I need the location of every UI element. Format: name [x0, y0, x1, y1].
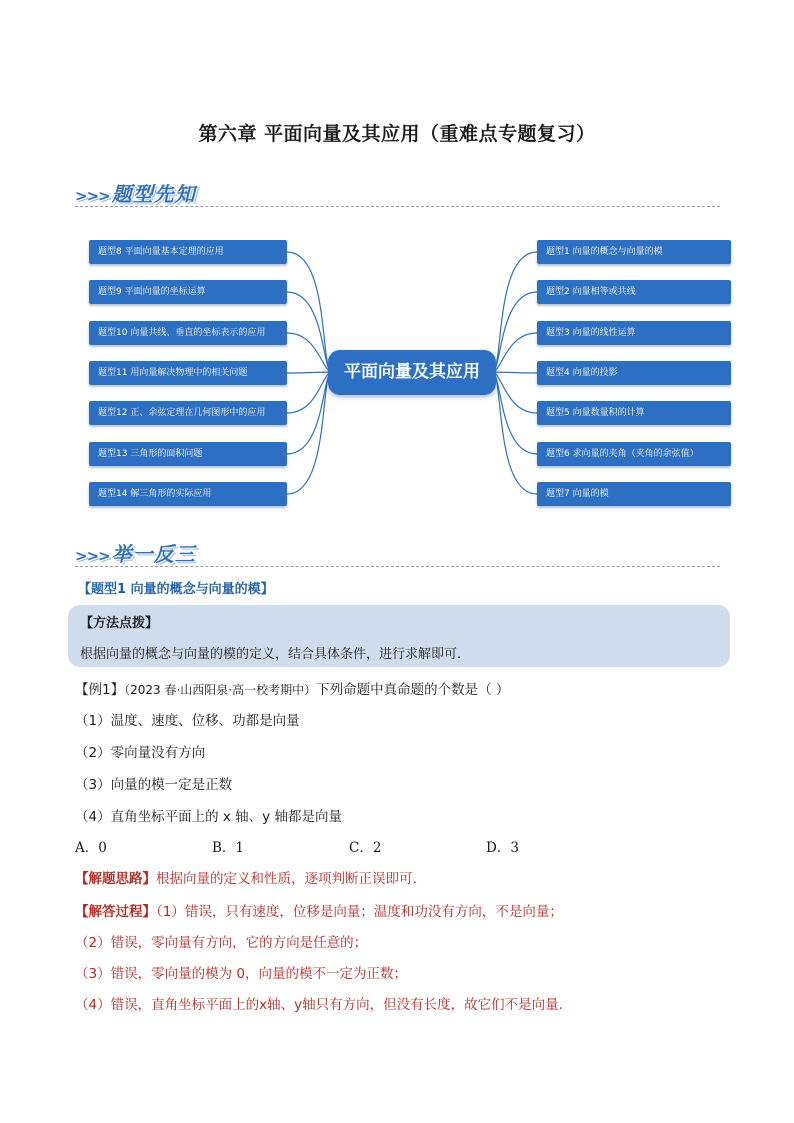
mindmap-node-type14: 题型14 解三角形的实际应用: [89, 482, 287, 506]
statement: （2）零向量没有方向: [75, 745, 206, 761]
option-c: C．2: [349, 840, 382, 856]
solution-line: （1）错误，只有速度，位移是向量；温度和功没有方向，不是向量；: [156, 904, 563, 920]
mindmap-node-type7: 题型7 向量的模: [537, 482, 731, 506]
solution-idea: [75, 867, 417, 887]
example-question-text: 下列命题中真命题的个数是（ ）: [316, 682, 510, 698]
statement: （1）温度、速度、位移、功都是向量: [75, 713, 300, 729]
divider: [75, 566, 720, 567]
divider: [75, 206, 720, 207]
example-label: 【例1】: [75, 682, 125, 698]
solution-line: （3）错误，零向量的模为 0，向量的模不一定为正数；: [75, 966, 407, 982]
section-heading: 【题型1 向量的概念与向量的模】: [78, 582, 274, 597]
mindmap-node-type12: 题型12 正、余弦定理在几何图形中的应用: [89, 401, 287, 425]
banner-practice: [75, 538, 196, 567]
banner-arrows: >>>: [75, 187, 110, 205]
option-a: A．0: [75, 840, 107, 856]
example-question: [75, 678, 509, 698]
statement: （3）向量的模一定是正数: [75, 777, 233, 793]
method-title: 【方法点拨】: [80, 616, 159, 631]
process-label: 【解答过程】: [75, 904, 156, 920]
mindmap-node-type4: 题型4 向量的投影: [537, 361, 731, 385]
example-source: （2023 春·山西阳泉·高一校考期中）: [124, 683, 317, 697]
banner-label: 举一反三: [111, 542, 196, 566]
solution-process: [75, 900, 563, 920]
mindmap-node-type10: 题型10 向量共线、垂直的坐标表示的应用: [89, 321, 287, 345]
mindmap-node-type11: 题型11 用向量解决物理中的相关问题: [89, 361, 287, 385]
mindmap-node-type3: 题型3 向量的线性运算: [537, 321, 731, 345]
mindmap-node-type5: 题型5 向量数量积的计算: [537, 401, 731, 425]
mindmap-node-type8: 题型8 平面向量基本定理的应用: [89, 240, 287, 264]
mindmap-node-type2: 题型2 向量相等或共线: [537, 280, 731, 304]
mindmap-node-type1: 题型1 向量的概念与向量的模: [537, 240, 731, 264]
idea-label: 【解题思路】: [75, 871, 156, 887]
banner-arrows: >>>: [75, 547, 110, 565]
mindmap-center: 平面向量及其应用: [328, 350, 496, 395]
mindmap-node-type13: 题型13 三角形的面积问题: [89, 442, 287, 466]
idea-text: 根据向量的定义和性质，逐项判断正误即可.: [156, 871, 417, 887]
solution-line: （2）错误，零向量有方向，它的方向是任意的；: [75, 935, 368, 951]
page-title: 第六章 平面向量及其应用（重难点专题复习）: [198, 123, 596, 145]
option-d: D．3: [486, 840, 519, 856]
method-box: [68, 605, 730, 667]
banner-question-types: [75, 178, 196, 207]
mindmap-node-type6: 题型6 求向量的夹角（夹角的余弦值）: [537, 442, 731, 466]
statement: （4）直角坐标平面上的 x 轴、y 轴都是向量: [75, 809, 342, 825]
option-b: B．1: [212, 840, 245, 856]
banner-label: 题型先知: [111, 182, 196, 206]
method-text: 根据向量的概念与向量的模的定义，结合具体条件，进行求解即可.: [80, 647, 462, 662]
mindmap-node-type9: 题型9 平面向量的坐标运算: [89, 280, 287, 304]
solution-line: （4）错误，直角坐标平面上的x轴、y轴只有方向，但没有长度，故它们不是向量.: [75, 997, 563, 1013]
